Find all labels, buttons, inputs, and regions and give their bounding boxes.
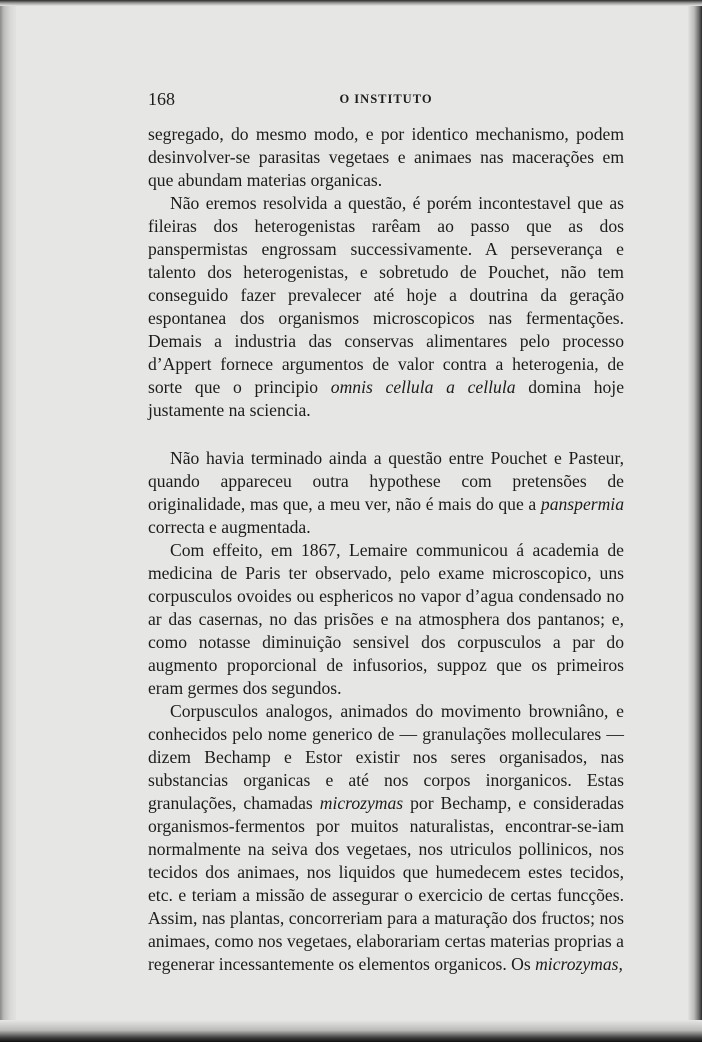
paragraph-text: correcta e augmentada. <box>148 517 311 537</box>
italic-term: panspermia <box>540 494 624 514</box>
paragraph-text: Não eremos resolvida a questão, é porém incontestavel que as fileiras dos heterogenistas rarêam ao passo que as dos panspermistas engrossam successivamente. A perseverança e talento dos heterogenistas, e sobretudo de Pouchet, não tem conseguido fazer prevalecer até hoje a doutrina da geração espontanea dos organismos microscopicos nas fermentações. Demais a industria das conservas alimentares pelo processo d’Appert fornece argumentos de valor contra a heterogenia, de sorte que o principio <box>148 193 624 397</box>
page-number: 168 <box>148 89 175 109</box>
running-header <box>148 89 624 109</box>
paragraph <box>148 539 624 700</box>
paragraph <box>148 192 624 422</box>
paragraph-text: Não havia terminado ainda a questão entre Pouchet e Pasteur, quando appareceu outra hypothese com pretensões de originalidade, mas que, a meu ver, não é mais do que a <box>148 448 624 514</box>
running-title: O INSTITUTO <box>339 92 433 106</box>
paragraph-text: domina hoje justamente na sciencia. <box>148 377 625 420</box>
paragraph-text: Corpusculos analogos, animados do movimento browniâno, e conhecidos pelo nome generico de — granulações molleculares — dizem Bechamp e Estor existir nos seres organisados, nas substancias organicas e até nos corpos inorganicos. Estas granulações, chamadas <box>148 701 624 813</box>
italic-term: microzymas, <box>535 954 623 974</box>
page-bottom-edge-shadow <box>0 1020 702 1042</box>
paragraph-continued <box>148 123 624 192</box>
paragraph <box>148 447 624 539</box>
paragraph-text: Com effeito, em 1867, Lemaire communicou á academia de medicina de Paris ter observado, pelo exame microscopico, uns corpusculos ovoides ou esphericos no vapor d’agua condensado no ar das casernas, no das prisões e na atmosphera dos pantanos; e, como notasse diminuição sensivel dos corpusculos a par do augmento proporcional de infusorios, suppoz que os primeiros eram germes dos segundos. <box>148 540 624 698</box>
italic-latin-phrase: omnis cellula a cellula <box>330 377 516 397</box>
page-top-edge-shadow <box>0 0 702 6</box>
page-left-edge-shadow <box>0 0 16 1042</box>
italic-term: microzymas <box>319 793 404 813</box>
paragraph-text: segregado, do mesmo modo, e por identico mechanismo, podem desinvolver-se parasitas vegetaes e animaes nas macerações em que abundam materias organicas. <box>148 124 624 190</box>
body-text <box>148 123 624 976</box>
paragraph-text: por Bechamp, e consideradas organismos-fermentos por muitos naturalistas, encontrar-se-iam normalmente na seiva dos vegetaes, nos utriculos pollinicos, nos tecidos dos animaes, nos liquidos que humedecem estes tecidos, etc. e teriam a missão de assegurar o exercicio de certas funcções. Assim, nas plantas, concorreriam para a maturação dos fructos; nos animaes, como nos vegetaes, elaborariam certas materias proprias a regenerar incessantemente os elementos organicos. Os <box>148 793 625 974</box>
paragraph <box>148 700 624 976</box>
page-right-edge-shadow <box>688 0 702 1042</box>
